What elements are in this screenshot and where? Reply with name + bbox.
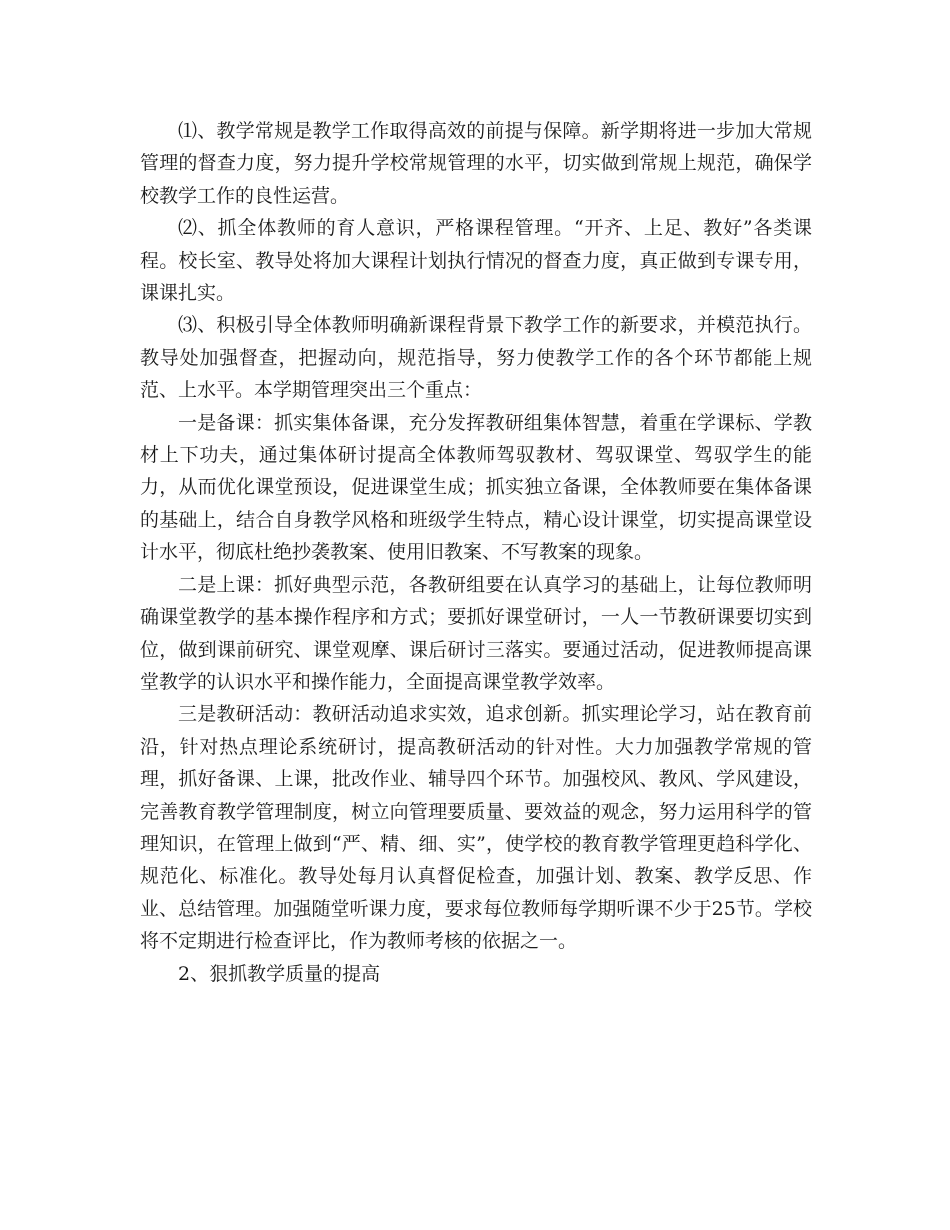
paragraph-2: ⑵、抓全体教师的育人意识，严格课程管理。“开齐、上足、教好”各类课程。校长室、教导处将加大课程计划执行情况的督查力度，真正做到专课专用，课课扎实。 — [140, 217, 812, 305]
document-body — [140, 115, 812, 990]
section-heading-teaching-quality: 2、狠抓教学质量的提高 — [178, 962, 381, 985]
paragraph-lesson-prep: 一是备课：抓实集体备课，充分发挥教研组集体智慧，着重在学课标、学教材上下功夫，通过集体研讨提高全体教师驾驭教材、驾驭课堂、驾驭学生的能力，从而优化课堂预设，促进课堂生成；抓实独立备课，全体教师要在集体备课的基础上，结合自身教学风格和班级学生特点，精心设计课堂，切实提高课堂设计水平，彻底杜绝抄袭教案、使用旧教案、不写教案的现象。 — [140, 411, 812, 564]
paragraph-research-activities: 三是教研活动：教研活动追求实效，追求创新。抓实理论学习，站在教育前沿，针对热点理论系统研讨，提高教研活动的针对性。大力加强教学常规的管理，抓好备课、上课，批改作业、辅导四个环节。加强校风、教风、学风建设，完善教育教学管理制度，树立向管理要质量、要效益的观念，努力运用科学的管理知识，在管理上做到“严、精、细、实”，使学校的教育教学管理更趋科学化、规范化、标准化。教导处每月认真督促检查，加强计划、教案、教学反思、作业、总结管理。加强随堂听课力度，要求每位教师每学期听课不少于25节。学校将不定期进行检查评比，作为教师考核的依据之一。 — [140, 703, 812, 953]
paragraph-classes: 二是上课：抓好典型示范，各教研组要在认真学习的基础上，让每位教师明确课堂教学的基本操作程序和方式；要抓好课堂研讨，一人一节教研课要切实到位，做到课前研究、课堂观摩、课后研讨三落实。要通过活动，促进教师提高课堂教学的认识水平和操作能力，全面提高课堂教学效率。 — [140, 573, 812, 693]
paragraph-3: ⑶、积极引导全体教师明确新课程背景下教学工作的新要求，并模范执行。教导处加强督查，把握动向，规范指导，努力使教学工作的各个环节都能上规范、上水平。本学期管理突出三个重点： — [140, 314, 812, 402]
paragraph-1: ⑴、教学常规是教学工作取得高效的前提与保障。新学期将进一步加大常规管理的督查力度，努力提升学校常规管理的水平，切实做到常规上规范，确保学校教学工作的良性运营。 — [140, 120, 812, 207]
